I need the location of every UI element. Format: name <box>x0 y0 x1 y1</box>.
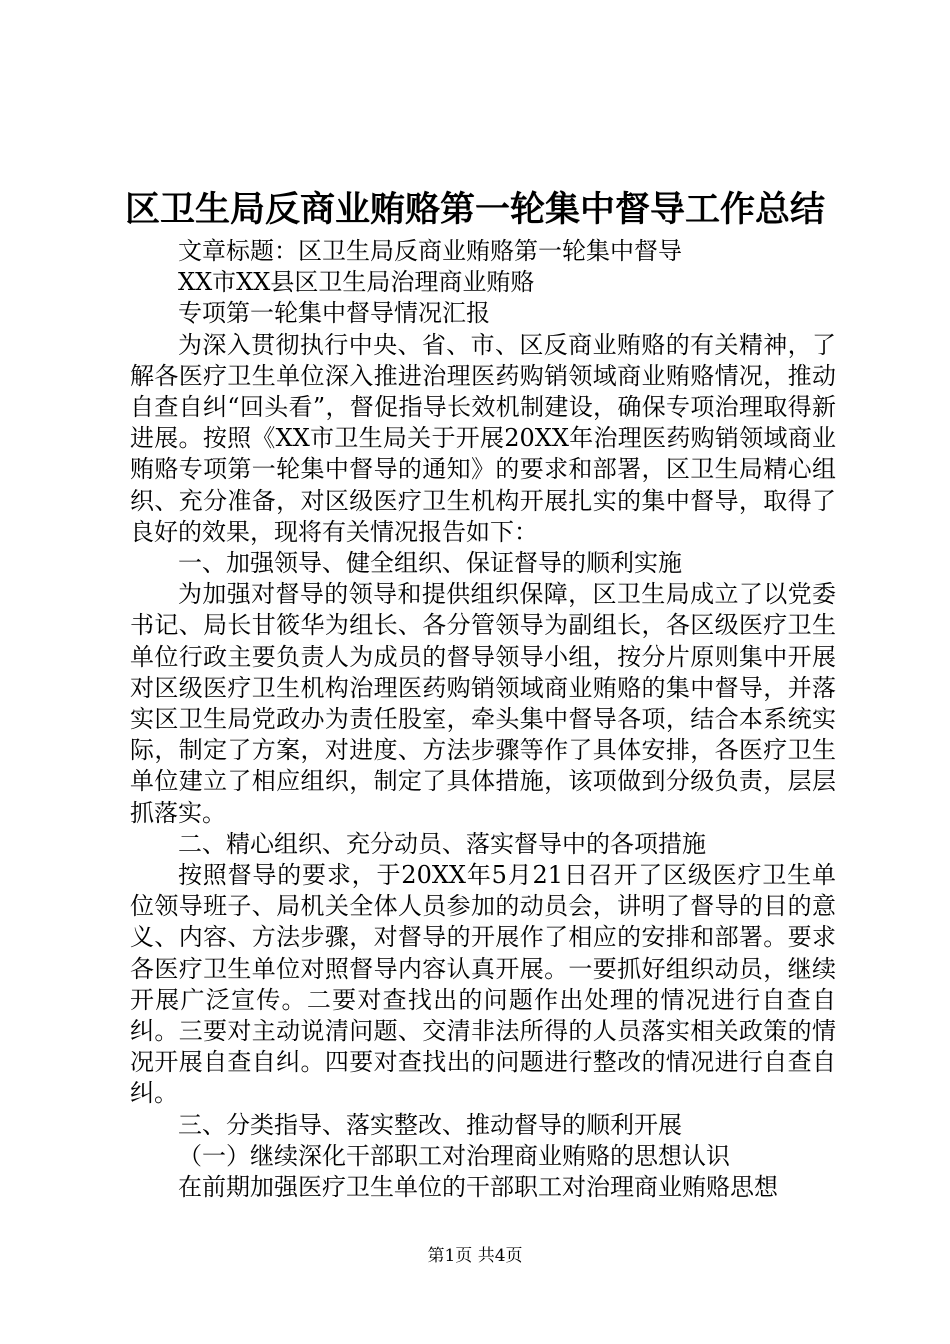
section-heading-1: 一、加强领导、健全组织、保证督导的顺利实施 <box>178 549 682 578</box>
section-heading-3: 三、分类指导、落实整改、推动督导的顺利开展 <box>178 1110 682 1139</box>
subtitle-line-1: XX市XX县区卫生局治理商业贿赂 <box>178 268 535 297</box>
section-heading-2: 二、精心组织、充分动员、落实督导中的各项措施 <box>178 829 706 858</box>
intro-paragraph: 为深入贯彻执行中央、省、市、区反商业贿赂的有关精神，了解各医疗卫生单位深入推进治理医药购销领域商业贿赂情况，推动自查自纠“回头看”，督促指导长效机制建设，确保专项治理取得新进展。按照《XX市卫生局关于开展20XX年治理医药购销领域商业贿赂专项第一轮集中督导的通知》的要求和部署，区卫生局精心组织、充分准备，对区级医疗卫生机构开展扎实的集中督导，取得了良好的效果，现将有关情况报告如下： <box>130 330 836 546</box>
subtitle-line-2: 专项第一轮集中督导情况汇报 <box>178 299 490 328</box>
document-title: 区卫生局反商业贿赂第一轮集中督导工作总结 <box>124 190 825 230</box>
section-2-paragraph: 按照督导的要求，于20XX年5月21日召开了区级医疗卫生单位领导班子、局机关全体人员参加的动员会，讲明了督导的目的意义、内容、方法步骤，对督导的开展作了相应的安排和部署。要求各医疗卫生单位对照督导内容认真开展。一要抓好组织动员，继续开展广泛宣传。二要对查找出的问题作出处理的情况进行自查自纠。三要对主动说清问题、交清非法所得的人员落实相关政策的情况开展自查自纠。四要对查找出的问题进行整改的情况进行自查自纠。 <box>130 861 836 1108</box>
subsection-heading-1: （一）继续深化干部职工对治理商业贿赂的思想认识 <box>178 1141 730 1170</box>
document-body <box>130 236 836 1203</box>
page-number: 第1页 共4页 <box>427 1246 523 1266</box>
section-1-paragraph: 为加强对督导的领导和提供组织保障，区卫生局成立了以党委书记、局长甘筱华为组长、各分管领导为副组长，各区级医疗卫生单位行政主要负责人为成员的督导领导小组，按分片原则集中开展对区级医疗卫生机构治理医药购销领域商业贿赂的集中督导，并落实区卫生局党政办为责任股室，牵头集中督导各项，结合本系统实际，制定了方案，对进度、方法步骤等作了具体安排，各医疗卫生单位建立了相应组织，制定了具体措施，该项做到分级负责，层层抓落实。 <box>130 580 836 827</box>
subsection-1-paragraph: 在前期加强医疗卫生单位的干部职工对治理商业贿赂思想 <box>178 1173 778 1202</box>
article-title-line: 文章标题：区卫生局反商业贿赂第一轮集中督导 <box>178 237 682 265</box>
